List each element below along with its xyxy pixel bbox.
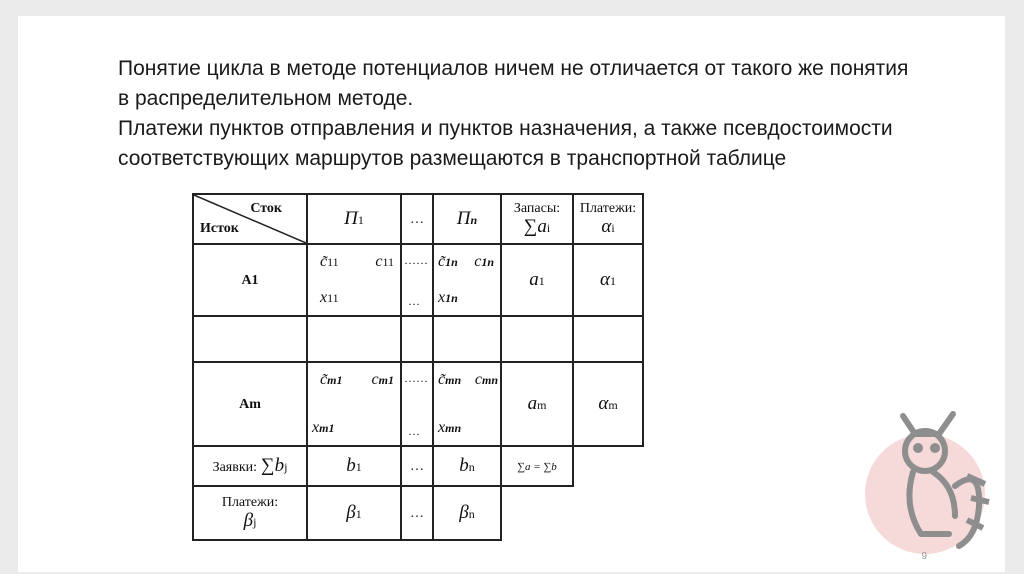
demand-dots: … bbox=[401, 446, 433, 486]
header-dots: … bbox=[401, 194, 433, 244]
empty-cell bbox=[501, 486, 573, 540]
cell-11: c̃11 c11 x11 bbox=[307, 244, 401, 316]
demand-b1: b1 bbox=[307, 446, 401, 486]
alpha-1: α1 bbox=[573, 244, 643, 316]
empty-cell bbox=[401, 316, 433, 362]
beta-label-cell: Платежи: βj bbox=[193, 486, 307, 540]
corner-cell bbox=[193, 194, 307, 244]
empty-cell bbox=[193, 316, 307, 362]
beta-1: β1 bbox=[307, 486, 401, 540]
paragraph-1: Понятие цикла в методе потенциалов ничем не отличается от такого же понятия в распределительном методе. bbox=[118, 57, 909, 110]
demand-bn: bn bbox=[433, 446, 501, 486]
paragraph-2: Платежи пунктов отправления и пунктов назначения, а также псевдостоимости соответствующих маршрутов размещаются в транспортной таблице bbox=[118, 117, 893, 170]
cell-1n: c̃1n c1n x1n bbox=[433, 244, 501, 316]
row-label-am: Аm bbox=[193, 362, 307, 446]
slide-text bbox=[42, 54, 922, 174]
lemur-logo-icon bbox=[863, 406, 993, 556]
beta-dots: … bbox=[401, 486, 433, 540]
header-pn: Пn bbox=[433, 194, 501, 244]
header-p1: П1 bbox=[307, 194, 401, 244]
row-label-a1: А1 bbox=[193, 244, 307, 316]
header-supply: Запасы: ∑ai bbox=[501, 194, 573, 244]
empty-cell bbox=[573, 486, 643, 540]
corner-source-label: Исток bbox=[200, 221, 239, 236]
cell-1-dots: …… … bbox=[401, 244, 433, 316]
cell-m1: c̃m1 cm1 xm1 bbox=[307, 362, 401, 446]
page-number: 9 bbox=[921, 551, 927, 562]
empty-cell bbox=[501, 316, 573, 362]
supply-a1: a1 bbox=[501, 244, 573, 316]
alpha-m: αm bbox=[573, 362, 643, 446]
cell-m-dots: …… … bbox=[401, 362, 433, 446]
cell-mn: c̃mn cmn xmn bbox=[433, 362, 501, 446]
empty-cell bbox=[573, 446, 643, 486]
header-payments-alpha: Платежи: αi bbox=[573, 194, 643, 244]
empty-cell bbox=[433, 316, 501, 362]
corner-sink-label: Сток bbox=[250, 201, 282, 216]
supply-am: am bbox=[501, 362, 573, 446]
empty-cell bbox=[573, 316, 643, 362]
empty-cell bbox=[307, 316, 401, 362]
transport-table bbox=[192, 193, 644, 541]
balance-cell: ∑a = ∑b bbox=[501, 446, 573, 486]
slide bbox=[18, 16, 1005, 572]
beta-n: βn bbox=[433, 486, 501, 540]
demand-label-cell: Заявки: ∑bj bbox=[193, 446, 307, 486]
